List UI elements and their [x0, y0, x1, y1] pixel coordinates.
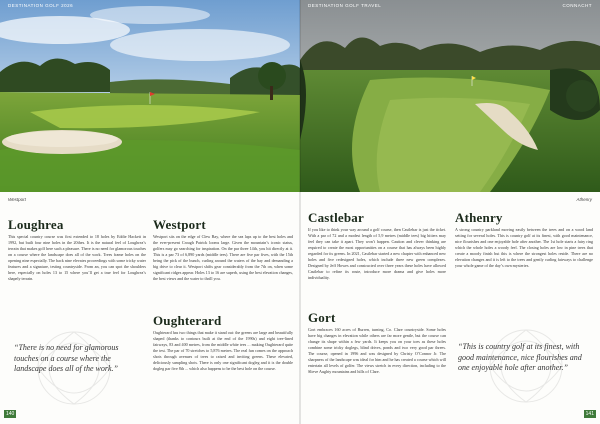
athenry-landscape-image: [300, 0, 600, 192]
right-photo-caption: Athenry: [576, 197, 592, 202]
left-header-text: DESTINATION GOLF 2026: [8, 3, 74, 8]
castlebar-body: If you like to think your way around a golf course, then Castlebar is just the ticket. With a par of 72 and a modest length of 5,9 metres (middle tees) big hitters may feel they can take it apart. They won’t happen. Caution and clever thinking are required to create the most opportunities on a course that has always been highly regarded for its greens. In 2021, Castlebar started a new chapter with enhanced new holes and five redesigned holes, which include three new green complexes. Designed by Jeff Howes and constructed over three years these holes have allowed Castlebar to refine its route, introduce more drama and give holes more individuality.: [308, 227, 446, 280]
athenry-course-photo: [300, 0, 600, 192]
left-header-bar: [0, 0, 300, 10]
westport-course-photo: [0, 0, 300, 192]
gort-body: Gort embraces 160 acres of Burren, turning, Co. Clare countryside. Some holes have big changes in elevation while others are far more gentle, but the course can change its shape within a few yards. It keeps you on your toes as these holes combine some tricky doglegs, blind drives, ponds and two very good par threes. The course, opened in 1996 and was designed by Christy O’Connor Jr. The sharpness of the landscape was ideal for him and he has created a course which will entertain all levels of golfer. The views stretch in every direction, including to the Slieve Aughty mountains and hills of Clare.: [308, 327, 446, 374]
left-page-number: 140: [6, 411, 15, 417]
athenry-heading: Athenry: [455, 210, 503, 225]
loughrea-heading: Loughrea: [8, 217, 64, 232]
oughterard-body: Oughterard has two things that make it stand out: the greens are large and beautifully shaped (thanks to contours built at the end of the 1990s) and eight tree-lined fairways, 83 and 400 metres, from the middle white tees ... making Oughterard quite the test. The par of 70 stretches to 5,876 metres. The real fun comes on the approach shots through avenues of trees to raised and inviting greens. These elevated, deliciously sampling shots. There is only one significant dogleg and it is the double dogleg par five 8th ... which also happens to be the best hole on the course.: [153, 330, 293, 371]
left-pull-quote: “There is no need for glamorous touches on a course where the landscape does all of the work.”: [14, 343, 119, 373]
right-page-number: 141: [585, 411, 594, 417]
left-photo-caption: Westport: [8, 197, 26, 202]
loughrea-body: This special country course was first extended to 18 holes by Eddie Hackett in 1992, but built four nine holes in the 20thes. It is the natural feel of Loughrea’s terrain that makes golf here such a pleasure. There is no need for glamorous touches on a course where the landscape does all of the work. Trees frame holes on the opening nine especially. The back nine elevates proceedings with some tricky water features and a signature, testing countryside. From an, you can spot the shoulders here, especially on holes 13 to 15 where you’ll get a true feel for Loughrea’s shapely terrain.: [8, 234, 146, 281]
westport-landscape-image: [0, 0, 300, 192]
right-pull-quote: “This is country golf at its finest, with good maintenance, nice flourishes and one enjoyable hole after another.”: [458, 342, 582, 372]
right-header-right-text: CONNACHT: [562, 3, 592, 8]
oughterard-heading: Oughterard: [153, 313, 222, 328]
right-header-left-text: DESTINATION GOLF TRAVEL: [308, 3, 382, 8]
castlebar-heading: Castlebar: [308, 210, 364, 225]
athenry-body: A strong country parkland moving easily between the trees and on a wood land setting for several holes. This is country golf at its finest, with good maintenance, nice flourishes and one enjoyable hole after another. The 1st hole starts a fairy ring which the whole holes a woody feel. The closing holes are low in pine trees that create a moody finish but this is where the strongest holes reside. There are no elevation changes and it is left to the trees and gently curling fairways to challenge your whole game of the day’s own mysteries.: [455, 227, 593, 268]
right-header-bar: [300, 0, 600, 10]
westport-heading: Westport: [153, 217, 206, 232]
gort-heading: Gort: [308, 310, 336, 325]
right-page: [300, 0, 600, 424]
page-gutter: [299, 0, 301, 424]
westport-body: Westport sits on the edge of Clew Bay, where the sea laps up to the best holes and the ever-present Croagh Patrick looms large. Given the mountain’s iconic status, golfers may go searching for inspiration. On the par three 14th, you hit directly at it. This is a par 73 of 6,890 yards (middle tees). There are five par fives, with the 15th being the pick of the bunch, curling around the waters of the bay and demanding a big drive to clear it. Westport shifts gear considerably from the 7th on, when some significant ridges appear. Holes 13 to 16 are superb, using the best elevation changes, the best views and the water to thrill you.: [153, 234, 293, 281]
